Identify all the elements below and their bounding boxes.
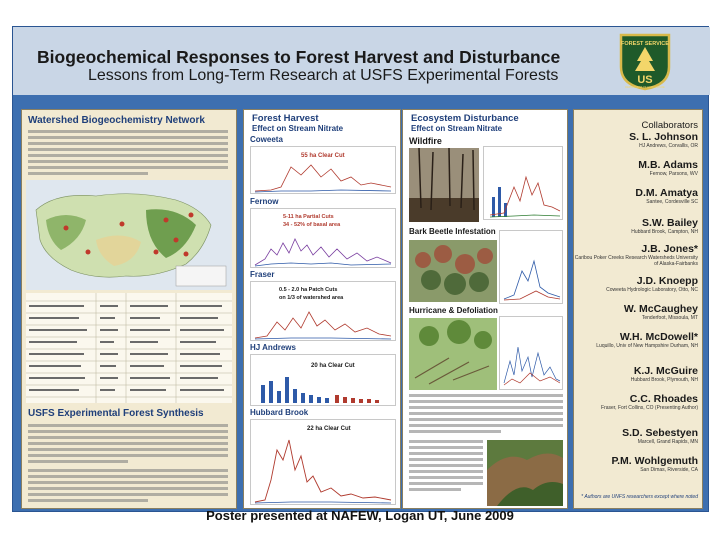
- collaborator-name: M.B. Adams: [638, 159, 698, 171]
- collaborator-entry: [574, 160, 704, 177]
- collaborator-affiliation: HJ Andrews, Corvallis, OR: [639, 143, 698, 149]
- coweeta-chart: [250, 146, 396, 194]
- synthesis-text: [28, 424, 228, 505]
- collaborator-entry: [574, 244, 704, 267]
- poster-header: [13, 27, 710, 95]
- hj-andrews-note: 20 ha Clear Cut: [311, 363, 355, 369]
- wildfire-chart: [483, 146, 563, 220]
- collaborator-affiliation: San Dimas, Riverside, CA: [640, 467, 698, 473]
- svg-text:34 - 52% of basal area: 34 - 52% of basal area: [283, 222, 341, 228]
- ecosystem-disturbance-panel: [402, 109, 568, 509]
- logo-middle-text: US: [637, 74, 653, 86]
- collaborator-name: W.H. McDowell*: [619, 331, 698, 343]
- collaborator-name: K.J. McGuire: [633, 365, 698, 377]
- bark-beetle-photo: [409, 240, 497, 302]
- svg-text:0.5 - 2.0 ha Patch Cuts: 0.5 - 2.0 ha Patch Cuts: [279, 287, 338, 293]
- caption: Poster presented at NAFEW, Logan UT, June 2009: [206, 508, 514, 523]
- hj-andrews-label: HJ Andrews: [250, 343, 296, 352]
- collaborator-entry: [574, 304, 704, 321]
- site-table: [26, 293, 232, 403]
- collaborators-heading: Collaborators: [641, 120, 698, 131]
- coweeta-label: Coweeta: [250, 135, 283, 144]
- harvest-subtitle: Effect on Stream Nitrate: [252, 124, 344, 133]
- collaborator-affiliation: Coweeta Hydrologic Laboratory, Otto, NC: [606, 287, 698, 293]
- logo-bottom-text: DEPARTMENT OF AGRICULTURE: [625, 86, 665, 89]
- harvest-title: Forest Harvest: [252, 113, 319, 124]
- hurricane-photo: [409, 318, 497, 390]
- fernow-chart: [250, 208, 396, 268]
- collaborator-name: C.C. Rhoades: [629, 393, 698, 405]
- collaborator-affiliation: Fraser, Fort Collins, CO (Presenting Author): [601, 405, 698, 411]
- network-text: [28, 130, 228, 178]
- collaborator-affiliation: Hubbard Brook, Campton, NH: [631, 229, 698, 235]
- fraser-chart: [250, 281, 396, 341]
- network-title: Watershed Biogeochemistry Network: [28, 115, 205, 126]
- collaborator-entry: [574, 132, 704, 149]
- collaborator-affiliation: Santee, Cordesville SC: [646, 199, 698, 205]
- hubbard-brook-label: Hubbard Brook: [250, 408, 309, 417]
- collaborator-entry: [574, 276, 704, 293]
- bark-beetle-label: Bark Beetle Infestation: [409, 227, 496, 236]
- collaborator-entry: [574, 366, 704, 383]
- collaborator-entry: [574, 394, 704, 411]
- footnote: [574, 494, 704, 500]
- collaborator-name: P.M. Wohlgemuth: [611, 455, 698, 467]
- hurricane-label: Hurricane & Defoliation: [409, 306, 498, 315]
- forest-service-shield-logo: [617, 31, 673, 91]
- hj-andrews-chart: [250, 354, 396, 406]
- bark-beetle-chart: [499, 230, 563, 304]
- collaborator-name: W. McCaughey: [623, 303, 698, 315]
- poster-subtitle: Lessons from Long-Term Research at USFS Experimental Forests: [88, 67, 559, 84]
- network-panel: [21, 109, 237, 509]
- collaborator-affiliation: Fernow, Parsons, WV: [649, 171, 698, 177]
- collaborator-entry: [574, 188, 704, 205]
- collaborator-name: S.W. Bailey: [641, 217, 698, 229]
- summary-text: [409, 440, 483, 494]
- fraser-label: Fraser: [250, 270, 275, 279]
- poster-title: Biogeochemical Responses to Forest Harvest and Disturbance: [37, 47, 561, 67]
- collaborator-affiliation: Tenderfoot, Missoula, MT: [641, 315, 698, 321]
- footnote-text: * Authors are UNFS researchers except where noted: [581, 494, 698, 500]
- collaborator-name: J.D. Knoepp: [636, 275, 698, 287]
- landscape-photo: [487, 440, 563, 506]
- collaborator-affiliation: Caribou Poker Creeks Research Watersheds University of Alaska-Fairbanks: [574, 255, 698, 267]
- collaborator-name: S.D. Sebestyen: [622, 427, 698, 439]
- collaborator-name: J.B. Jones*: [641, 243, 698, 255]
- disturbance-subtitle: Effect on Stream Nitrate: [411, 124, 503, 133]
- synthesis-title: USFS Experimental Forest Synthesis: [28, 408, 204, 419]
- hubbard-brook-chart: [250, 419, 396, 505]
- poster: [12, 26, 709, 512]
- logo-top-text: FOREST SERVICE: [621, 41, 669, 47]
- disturbance-title: Ecosystem Disturbance: [411, 113, 519, 124]
- wildfire-photo: [409, 148, 479, 222]
- collaborator-affiliation: Hubbard Brook, Plymouth, NH: [630, 377, 698, 383]
- fernow-label: Fernow: [250, 197, 279, 206]
- svg-text:5-11 ha Partial Cuts: 5-11 ha Partial Cuts: [283, 214, 334, 220]
- collaborator-entry: [574, 456, 704, 473]
- svg-text:on 1/3 of watershed area: on 1/3 of watershed area: [279, 295, 344, 301]
- forest-harvest-panel: [243, 109, 401, 509]
- us-map-image: [26, 180, 232, 290]
- coweeta-note: 55 ha Clear Cut: [301, 153, 345, 159]
- collaborator-entry: [574, 332, 704, 349]
- collaborator-name: D.M. Amatya: [635, 187, 698, 199]
- hubbard-brook-note: 22 ha Clear Cut: [307, 426, 351, 432]
- collaborator-entry: [574, 428, 704, 445]
- collaborator-entry: [574, 218, 704, 235]
- collaborator-name: S. L. Johnson: [629, 131, 698, 143]
- wildfire-label: Wildfire: [409, 136, 442, 146]
- collaborator-affiliation: Marcell, Grand Rapids, MN: [637, 439, 698, 445]
- hurricane-chart: [499, 316, 563, 390]
- collaborators-panel: [573, 109, 703, 509]
- disturbance-text: [409, 394, 563, 436]
- collaborator-affiliation: Luquillo, Univ of New Hampshire Durham, NH: [596, 343, 698, 349]
